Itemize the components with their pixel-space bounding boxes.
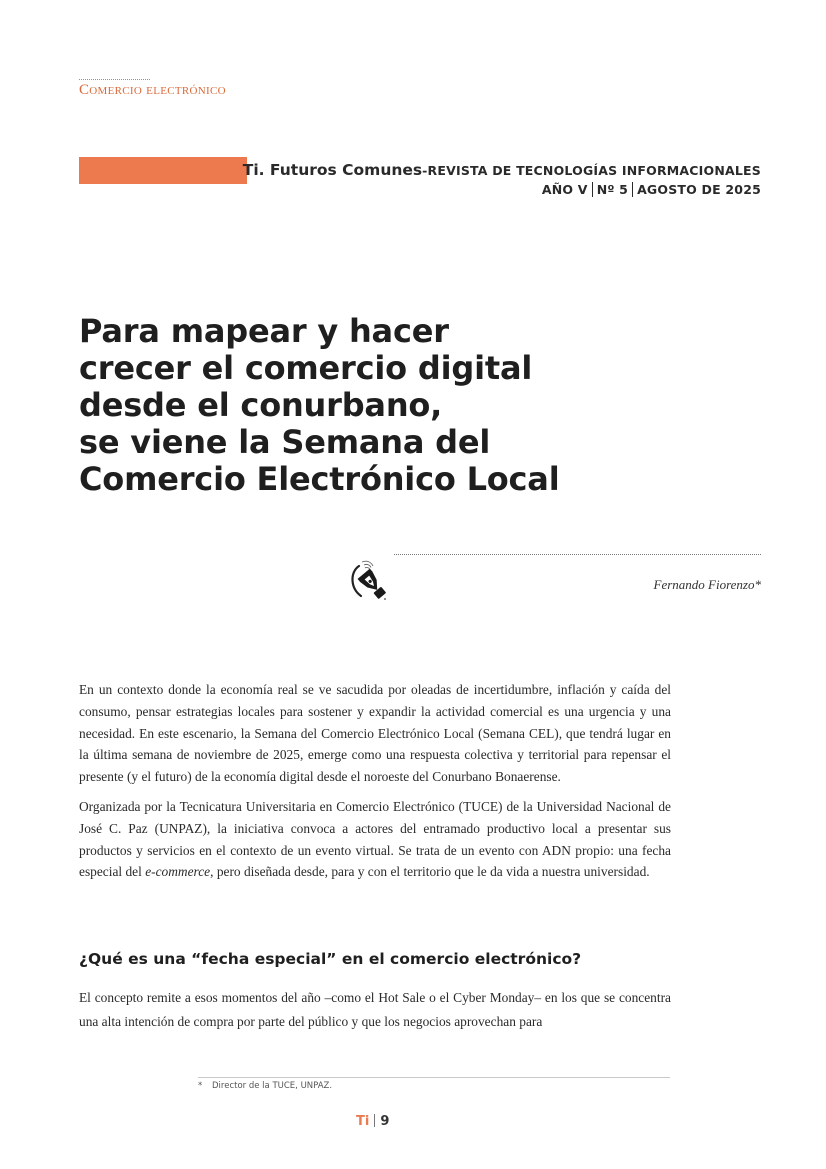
author-name: Fernando Fiorenzo* bbox=[653, 577, 761, 592]
paragraph bbox=[79, 796, 671, 883]
footer-brand: Ti bbox=[356, 1114, 370, 1129]
section-label: Comercio electrónico bbox=[79, 82, 226, 98]
title-line: crecer el comercio digital bbox=[79, 349, 533, 387]
separator bbox=[374, 1114, 375, 1127]
paragraph: En un contexto donde la economía real se ve sacudida por oleadas de incertidumbre, inflación y caída del consumo, pensar estrategias locales para sostener y expandir la actividad comercial es una urgencia y una necesidad. En este escenario, la Semana del Comercio Electrónico Local (Semana CEL), que tendrá lugar en la última semana de noviembre de 2025, emerge como una respuesta colectiva y territorial para repensar el presente (y el futuro) de la economía digital desde el noroeste del Conurbano Bonaerense. bbox=[79, 682, 671, 785]
page-footer bbox=[356, 1114, 389, 1129]
title-line: Comercio Electrónico Local bbox=[79, 460, 560, 498]
journal-name: Ti. Futuros Comunes bbox=[242, 161, 423, 179]
paragraph-text: , pero diseñada desde, para y con el territorio que le da vida a nuestra universidad. bbox=[210, 864, 650, 880]
fountain-pen-icon bbox=[345, 556, 395, 604]
footnote bbox=[198, 1081, 332, 1091]
journal-issue: Nº 5 bbox=[596, 182, 629, 197]
emphasis-text: e-commerce bbox=[145, 864, 211, 880]
journal-title-line bbox=[243, 161, 761, 179]
article-body bbox=[79, 679, 671, 891]
paragraph-text: Organizada por la Tecnicatura Universitaria en Comercio Electrónico (TUCE) de la Universidad Nacional de José C. Paz (UNPAZ), la iniciativa convoca a actores del entramado productivo local a presentar sus productos y servicios en el contexto de un evento virtual. Se trata de un evento con ADN propio: una fecha especial del bbox=[79, 798, 671, 880]
page-number: 9 bbox=[380, 1114, 390, 1129]
journal-header bbox=[243, 161, 761, 197]
paragraph: El concepto remite a esos momentos del año –como el Hot Sale o el Cyber Monday– en los que se concentra una alta intención de compra por parte del público y que los negocios aprovechan para bbox=[79, 990, 671, 1029]
title-line: desde el conurbano, bbox=[79, 386, 443, 424]
title-line: se viene la Semana del bbox=[79, 423, 491, 461]
accent-bar bbox=[79, 157, 247, 184]
separator bbox=[592, 182, 593, 197]
section-subheading: ¿Qué es una “fecha especial” en el comercio electrónico? bbox=[79, 950, 582, 968]
section-rule bbox=[79, 79, 150, 80]
article-title bbox=[79, 313, 639, 498]
journal-subtitle: -REVISTA DE TECNOLOGÍAS INFORMACIONALES bbox=[422, 163, 761, 178]
journal-issue-line bbox=[243, 182, 761, 197]
footnote-rule bbox=[198, 1077, 670, 1078]
separator bbox=[632, 182, 633, 197]
footnote-marker: * bbox=[198, 1081, 203, 1091]
title-line: Para mapear y hacer bbox=[79, 312, 449, 350]
author-rule bbox=[394, 554, 761, 555]
footnote-text: Director de la TUCE, UNPAZ. bbox=[212, 1081, 333, 1091]
journal-year: AÑO V bbox=[541, 182, 588, 197]
journal-date: AGOSTO DE 2025 bbox=[637, 182, 761, 197]
